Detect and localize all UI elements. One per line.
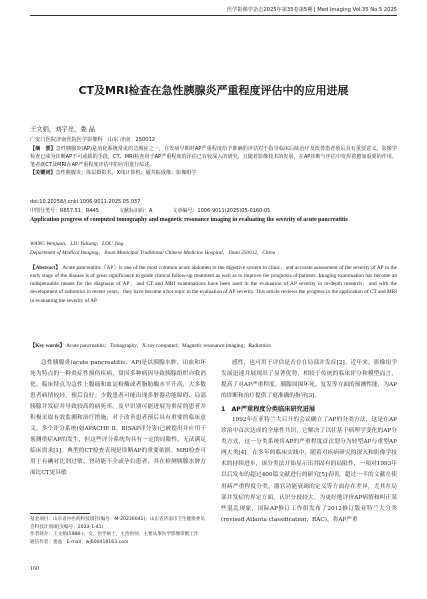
abstract-en-label: 【Abstract】 <box>30 265 61 271</box>
body-paragraph: 1992年在亚特兰大召开的会议确立了AP的分类方法，这是在AP诊治中首次达成的全球性共识，它解决了以往基于病理学变化的AP分类方式，这一分类系统将AP的严重程度首次划分为轻型AP与重型AP两大类[4]。在多年的临床实践中，随着对疾病研究的深入和影像学技术的持续进步，该分类法开始显示出其固有的局限性，一项对1993年以后发布的超过400篇文献进行的研究[5]表明，超过一半的文献在使用病严重程度分类、器官功能衰竭的定义等方面存在差异，尤其在局部并发症的界定方面，认识分歧较大。为更好地评价AP病情和纠正某些混乱现象，国际AP修订工作组发布了2012修订版亚特兰大分类(revised Atlanta classification，RAC)，将AP严重 <box>221 417 397 523</box>
keywords-cn-text: 急性胰腺炎；体层摄影术，X线计算机；磁共振成像；影像组学 <box>55 169 197 176</box>
classification-line: 中图分类号：R657.51；R445 文献标识码：A 文章编号：1006-9011(2025)05-0160-05 <box>30 208 271 214</box>
abstract-cn <box>30 146 397 170</box>
body-column-left <box>30 358 206 480</box>
keywords-cn-label: 【关键词】 <box>30 169 56 176</box>
keywords-cn <box>30 170 397 178</box>
section-heading: 1 AP严重程度分类临床研究进展 <box>221 406 316 414</box>
abstract-cn-label: 【摘 要】 <box>30 146 56 152</box>
page-number: 160 <box>30 566 39 572</box>
abstract-cn-block <box>30 146 397 178</box>
running-head-text: 医学影像学杂志2025年第35卷第5期 J Med Imaging Vol.35 No.5 2025 <box>227 7 397 13</box>
header-rule <box>30 15 397 16</box>
running-header <box>0 0 427 20</box>
body-paragraph: 感性，也可用于评估是否存在局部并发症[2]。近年来，影像组学发展迅速并展现出了显著优势，相较于传统的临床评分和模型而言，提高了对AP严重程度、胰腺周围坏死、复发等方面的预测性能，为AP的诊断和治疗提供了更准确的指导[3]。 <box>221 360 397 400</box>
article-title-en: Application progress of computed tomography and magnetic resonance imaging in evaluating the severity of acute pancreatitis <box>30 217 348 223</box>
keywords-en-label: 【Key words】 <box>30 343 65 349</box>
body-paragraph: 急性胰腺炎(acute pancreatitis，AP)是以胰腺水肿、出血和坏死为特点的一种炎症性损伤疾病，常因多种病因导致胰腺组织自我消化。临床特点为急性上腹痛和血淀粉酶或者脂肪酶水平升高，大多数患者病情较轻，预后良好；少数患者可能出现多脏器功能障碍、局部胰腺并发症并导致较高的病死率。及早识别可能进展为重症的患者并积极采取有效监测和治疗措施，对于改善患者预后具有重要的临床意义。多个评分系统(如APACHE Ⅱ、BISAP评分等)已被提出并应用于预测重症AP的发生，但这些评分系统均具有一定的局限性，无法满足临床需求[1]。典型的CT检查表现是诊断AP的重要依据。MRI检查可用于有碘对比剂过敏、肾功能不全或孕妇患者，其在检测胰腺水肿方面比CT更具敏 <box>30 360 206 477</box>
doi-line: doi:10.20258/j.cnki.1006-9011.2025.05.037 <box>30 199 141 205</box>
footnote <box>30 516 206 546</box>
footnote-funding: 基金项目：山东省中医药科技项目(编号：M-20230041)；山东省济南市卫生健康委员会科技计划项目(编号：2023-1-41) <box>30 517 205 530</box>
footnote-rule <box>30 513 90 514</box>
affiliation-cn: 广安门医院济南医院医学影像科 山东 济南 250012 <box>30 137 156 143</box>
abstract-cn-text: 急性胰腺炎(AP)是消化系统常见的急腹症之一，在发病早期对AP严重程度给予准确的评估对于指导临床后续治疗及改善患者预后具有重要意义。影像学检查已成为诊断AP不可或缺的手段，CT、MRI检查用于AP严重程度的评估已有较深入的研究，且随着影像技术的发展，在AP诊断与评估中发挥着愈加重要的作用。笔者就CT及MRI在AP严重程度评估中的应用进行综述。 <box>30 146 397 168</box>
footnote-author-bio: 作者简介：王文娟(1988-)，女，医学硕士，主治医师，主要从事医学影像诊断工作 <box>30 532 199 538</box>
footnote-correspondence: 通信作者：娄晶 E-mail：wj600418163.com <box>30 539 129 545</box>
keywords-en <box>30 341 397 349</box>
authors-en: WANG Wenjuan，LIU Yuliang，LOU Jing <box>30 241 124 247</box>
abstract-en <box>30 264 397 305</box>
affiliation-en: Department of Medical Imaging，Jinan Municipal Traditional Chinese Medicine Hospital，Jinan 250012，China <box>30 250 276 256</box>
body-column-right <box>221 358 397 526</box>
article-title-cn: CT及MRI检查在急性胰腺炎严重程度评估中的应用进展 <box>78 84 349 97</box>
abstract-en-text: Acute pancreatitis（AP）is one of the most common acute abdomen in the digestive system in clinic，and accurate assessment of the severity of AP in the early stage of the disease is of great significance to guide clinical follow-up treatment as well as to improve the prognosis of patients. Imaging examination has become an indispensable means for the diagnosis of AP，and CT and MRI examinations have been used in the evaluation of AP severity in in-depth research，and with the development of radiomics in recent years，they have become a hot topic in the evaluation of AP severity. This article reviews the progress in the application of CT and MRI in evaluating the severity of AP. <box>30 265 398 304</box>
keywords-en-text: Acute pancreatitis；Tomography，X-ray computed；Magnetic resonance imaging；Radiomics <box>66 343 272 349</box>
authors-cn: 王文娟，刘宇亮，娄 晶 <box>30 126 95 133</box>
